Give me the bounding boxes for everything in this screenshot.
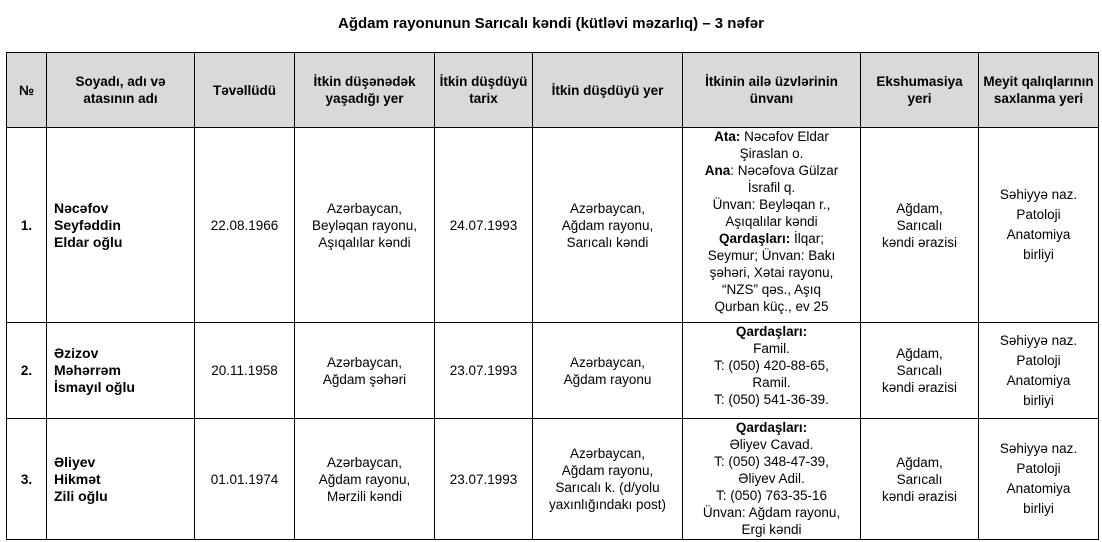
family-address bbox=[683, 128, 861, 323]
residence bbox=[295, 323, 435, 419]
birth-date: 20.11.1958 bbox=[195, 323, 295, 419]
family-text: Əliyev Adil. bbox=[738, 471, 805, 486]
table-row bbox=[7, 419, 1099, 540]
storage-place-line: birliyi bbox=[1023, 392, 1054, 408]
family-text: İsrafil q. bbox=[747, 180, 796, 195]
family-text: Aşıqalılar kəndi bbox=[725, 214, 818, 229]
table-row bbox=[7, 323, 1099, 419]
family-text: T: (050) 763-35-16 bbox=[715, 488, 828, 503]
family-text: T: (050) 541-36-39. bbox=[714, 392, 829, 407]
family-label: Qardaşları: bbox=[735, 420, 808, 435]
family-text: Qurban küç., ev 25 bbox=[714, 299, 829, 314]
storage-place bbox=[979, 323, 1099, 419]
storage-place-line: birliyi bbox=[1023, 501, 1054, 516]
missing-place bbox=[533, 419, 683, 540]
family-line bbox=[685, 374, 858, 391]
family-line bbox=[685, 145, 858, 162]
person-name-line: İsmayıl oğlu bbox=[54, 379, 135, 395]
table-header-row bbox=[7, 53, 1099, 128]
storage-place-line: Səhiyyə naz. bbox=[999, 332, 1078, 348]
family-line bbox=[685, 213, 858, 230]
storage-place-line: Səhiyyə naz. bbox=[999, 441, 1078, 456]
family-text: Əliyev Cavad. bbox=[729, 437, 814, 452]
header-residence: İtkin düşənədək yaşadığı yer bbox=[295, 53, 435, 128]
exhumation-place-line: Sarıcalı bbox=[896, 471, 943, 487]
family-line bbox=[685, 179, 858, 196]
family-line bbox=[685, 504, 858, 521]
family-label: Ata: bbox=[714, 129, 741, 144]
storage-place bbox=[979, 419, 1099, 540]
header-family: İtkinin ailə üzvlərinin ünvanı bbox=[683, 53, 861, 128]
missing-place-line: Ağdam rayonu bbox=[563, 371, 652, 387]
family-text: Famil. bbox=[753, 341, 790, 356]
family-line bbox=[685, 391, 858, 408]
family-line bbox=[685, 521, 858, 538]
family-text: “NZS” qəs., Aşıq bbox=[721, 282, 822, 297]
exhumation-place-line: Sarıcalı bbox=[896, 363, 943, 378]
family-line bbox=[685, 436, 858, 453]
header-storage: Meyit qalıqlarının saxlanma yeri bbox=[979, 53, 1099, 128]
person-name bbox=[47, 323, 195, 419]
family-line bbox=[685, 247, 858, 264]
missing-place-line: Ağdam rayonu, bbox=[561, 463, 654, 478]
missing-place-line: yaxınlığındakı post) bbox=[548, 497, 667, 512]
header-date: İtkin düşdüyü tarix bbox=[435, 53, 533, 128]
family-text: T: (050) 348-47-39, bbox=[714, 454, 829, 469]
exhumation-place bbox=[861, 419, 979, 540]
person-name bbox=[47, 128, 195, 323]
missing-place-line: Ağdam rayonu, bbox=[561, 217, 654, 233]
row-number: 3. bbox=[7, 419, 47, 540]
exhumation-place-line: Ağdam, bbox=[896, 454, 943, 470]
exhumation-place bbox=[861, 128, 979, 323]
person-name bbox=[47, 419, 195, 540]
family-line bbox=[685, 281, 858, 298]
person-name-line: Əliyev bbox=[54, 453, 96, 470]
family-line bbox=[685, 196, 858, 213]
family-text: T: (050) 420-88-65, bbox=[714, 358, 829, 373]
family-line bbox=[685, 340, 858, 357]
residence-line: Azərbaycan, bbox=[326, 200, 403, 216]
exhumation-place-line: kəndi ərazisi bbox=[881, 380, 958, 395]
family-line bbox=[685, 487, 858, 504]
header-exhumation: Ekshumasiya yeri bbox=[861, 53, 979, 128]
header-name: Soyadı, adı və atasının adı bbox=[47, 53, 195, 128]
family-text: Ünvan: Beyləqan r., bbox=[712, 197, 831, 212]
residence-line: Ağdam şəhəri bbox=[322, 371, 407, 387]
family-line bbox=[685, 323, 858, 340]
exhumation-place-line: Ağdam, bbox=[896, 346, 943, 361]
page-title: Ağdam rayonunun Sarıcalı kəndi (kütləvi məzarlıq) – 3 nəfər bbox=[338, 15, 764, 32]
person-name-line: Hikmət bbox=[54, 470, 101, 487]
family-text: Ergi kəndi bbox=[741, 522, 802, 537]
storage-place-line: Patoloji bbox=[1016, 461, 1061, 476]
exhumation-place-line: Sarıcalı bbox=[896, 217, 943, 233]
family-line bbox=[685, 162, 858, 179]
family-label: Qardaşları: bbox=[735, 324, 808, 339]
storage-place-line: Səhiyyə naz. bbox=[999, 187, 1078, 202]
family-address bbox=[683, 323, 861, 419]
storage-place-line: Anatomiya bbox=[1006, 372, 1071, 388]
missing-place bbox=[533, 128, 683, 323]
missing-place bbox=[533, 323, 683, 419]
residence-line: Beyləqan rayonu, bbox=[311, 217, 418, 233]
missing-place-line: Sarıcalı k. (d/yolu bbox=[555, 480, 660, 495]
missing-place-line: Azərbaycan, bbox=[569, 446, 646, 461]
residence-line: Aşıqalılar kəndi bbox=[318, 234, 411, 250]
family-text: Nəcəfov Eldar bbox=[740, 129, 829, 144]
family-label: Ana bbox=[704, 163, 731, 178]
family-line bbox=[685, 128, 858, 145]
exhumation-place-line: kəndi ərazisi bbox=[881, 234, 958, 250]
missing-date: 23.07.1993 bbox=[435, 323, 533, 419]
person-name-line: Əzizov bbox=[54, 345, 99, 361]
person-name-line: Zili oğlu bbox=[54, 487, 108, 504]
family-text: Ünvan: Ağdam rayonu, bbox=[702, 505, 841, 520]
family-line bbox=[685, 453, 858, 470]
storage-place-line: Anatomiya bbox=[1006, 481, 1071, 496]
header-birth: Təvəllüdü bbox=[195, 53, 295, 128]
missing-place-line: Sarıcalı kəndi bbox=[566, 234, 649, 250]
residence-line: Mərzili kəndi bbox=[326, 488, 403, 504]
storage-place-line: Anatomiya bbox=[1006, 227, 1071, 242]
family-text: : Nəcəfova Gülzar bbox=[730, 163, 839, 178]
person-name-line: Eldar oğlu bbox=[54, 233, 123, 250]
family-label: Qardaşları: bbox=[718, 231, 791, 246]
missing-date: 24.07.1993 bbox=[435, 128, 533, 323]
missing-place-line: Azərbaycan, bbox=[569, 200, 646, 216]
family-line bbox=[685, 298, 858, 315]
storage-place-line: Patoloji bbox=[1016, 207, 1061, 222]
person-name-line: Seyfəddin bbox=[54, 216, 121, 233]
birth-date: 01.01.1974 bbox=[195, 419, 295, 540]
family-line bbox=[685, 230, 858, 247]
exhumation-place-line: kəndi ərazisi bbox=[881, 488, 958, 504]
residence bbox=[295, 419, 435, 540]
residence-line: Azərbaycan, bbox=[326, 454, 403, 470]
exhumation-place-line: Ağdam, bbox=[896, 200, 943, 216]
family-line bbox=[685, 470, 858, 487]
family-text: Şiraslan o. bbox=[739, 146, 804, 161]
family-line bbox=[685, 264, 858, 281]
header-place: İtkin düşdüyü yer bbox=[533, 53, 683, 128]
family-text: İlqar; bbox=[790, 231, 825, 246]
family-line bbox=[685, 357, 858, 374]
residence bbox=[295, 128, 435, 323]
row-number: 1. bbox=[7, 128, 47, 323]
birth-date: 22.08.1966 bbox=[195, 128, 295, 323]
family-text: Seymur; Ünvan: Bakı bbox=[707, 248, 836, 263]
family-address bbox=[683, 419, 861, 540]
residence-line: Azərbaycan, bbox=[326, 354, 403, 370]
person-name-line: Nəcəfov bbox=[54, 199, 109, 216]
residence-line: Ağdam rayonu, bbox=[318, 471, 411, 487]
storage-place bbox=[979, 128, 1099, 323]
storage-place-line: Patoloji bbox=[1016, 352, 1061, 368]
table-row bbox=[7, 128, 1099, 323]
family-line bbox=[685, 419, 858, 436]
family-text: Ramil. bbox=[752, 375, 791, 390]
storage-place-line: birliyi bbox=[1023, 247, 1054, 262]
missing-place-line: Azərbaycan, bbox=[569, 354, 646, 370]
row-number: 2. bbox=[7, 323, 47, 419]
missing-persons-table bbox=[6, 52, 1099, 540]
missing-date: 23.07.1993 bbox=[435, 419, 533, 540]
header-number: № bbox=[7, 53, 47, 128]
exhumation-place bbox=[861, 323, 979, 419]
family-text: şəhəri, Xətai rayonu, bbox=[709, 265, 834, 280]
person-name-line: Məhərrəm bbox=[54, 362, 121, 378]
